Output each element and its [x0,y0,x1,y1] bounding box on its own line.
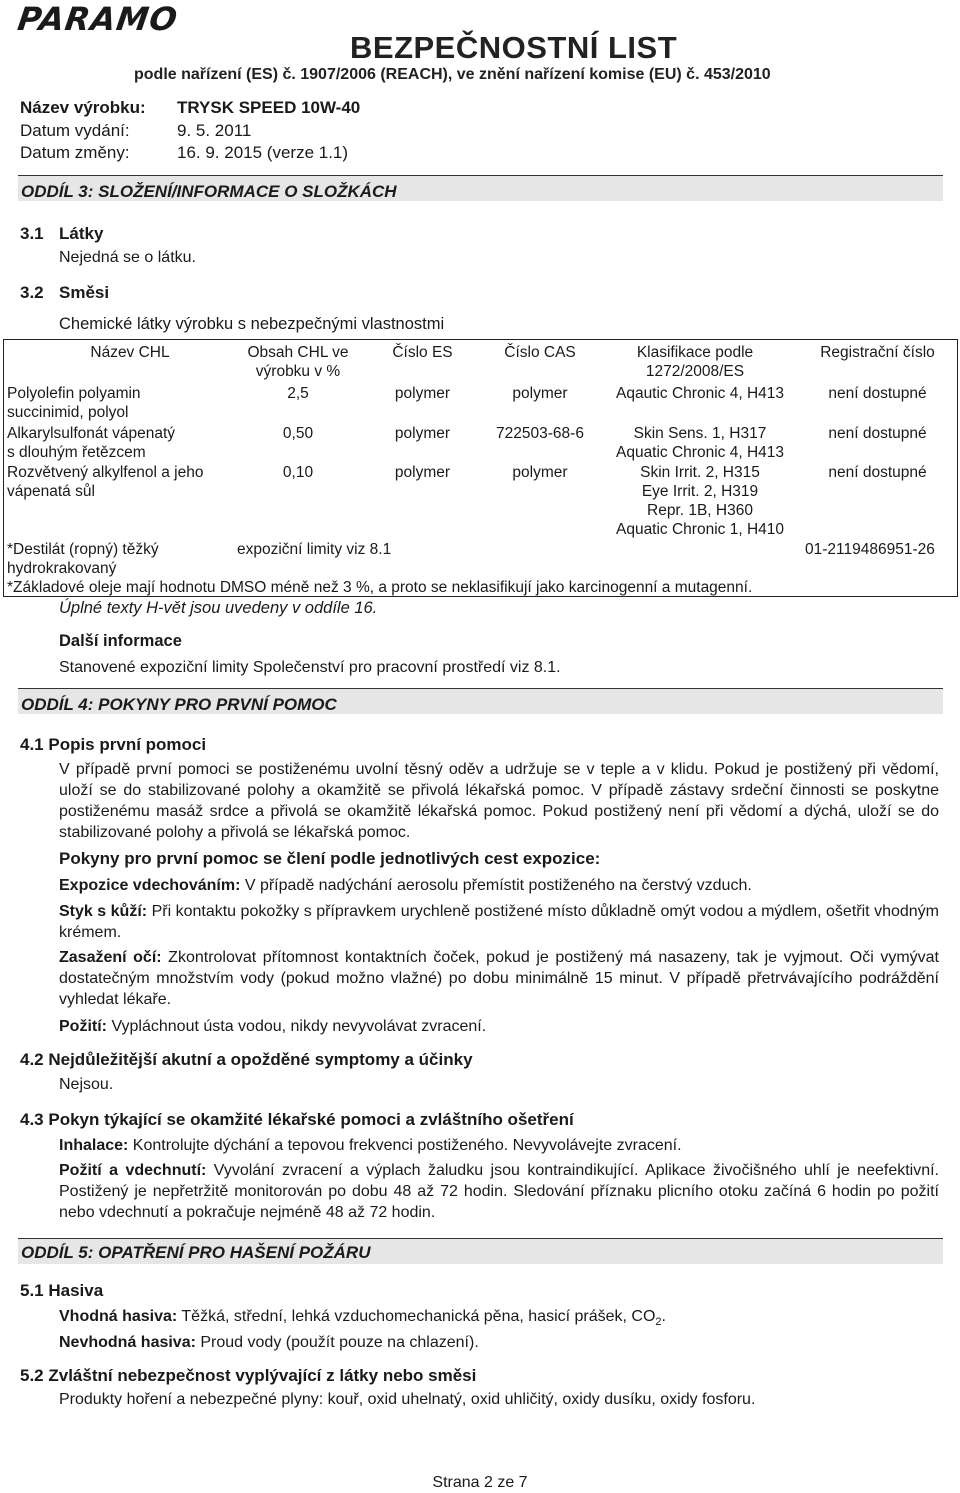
col-header-es: Číslo ES [392,344,453,361]
subsection-5-2-title: 5.2 Zvláštní nebezpečnost vyplývající z látky nebo směsi [20,1366,477,1385]
issue-date-label: Datum vydání: [20,121,130,140]
ingestion-care-paragraph [59,1160,939,1223]
subsection-4-1-text: V případě první pomoci se postiženému uvolní těsný oděv a udržuje se v teple a v klidu. Pokud je postižený při vědomí, uloží se do stabilizované polohy a okamžitě se přivolá lékařská pomoc. V případě zástavy srdeční činnosti se poskytne postiženému masáž srdce a přivolá se okamžitě lékařská pomoc. Pokud postižený není při vědomí a dýchá, uloží se do stabilizované polohy a přivolá se lékařská pomoc. [59,761,939,841]
eye-text: Zkontrolovat přítomnost kontaktních čoček, pokud je postižený má nasazeny, tak je vyjmout. Oči vymývat dostatečným množstvím vody (pokud možno vlažné) po dobu minimálně 15 minut. V případě přetrvávajícího podráždění vyhledat lékaře. [59,949,939,1008]
col-header-registration: Registrační číslo [820,344,935,361]
table-footnote: *Základové oleje mají hodnotu DMSO méně než 3 %, a proto se neklasifikují jako karcinogenní a mutagenní. [7,579,753,596]
row3-registration: není dostupné [828,464,927,481]
eye-paragraph [59,947,939,1010]
col-header-content-line2: výrobku v % [255,363,341,380]
row1-es: polymer [394,385,451,402]
row3-classification-line4: Aquatic Chronic 1, H410 [615,521,784,538]
revision-date-label: Datum změny: [20,143,130,162]
col-header-classification-line1: Klasifikace podle [636,344,754,361]
ingestion-text: Vypláchnout ústa vodou, nikdy nevyvolávat zvracení. [107,1018,487,1035]
paramo-logo: PARAMO [15,0,181,38]
subsection-4-2-text: Nejsou. [59,1076,114,1093]
skin-text: Při kontaktu pokožky s přípravkem urychleně postižené místo důkladně omýt vodou a mýdlem, ošetřit vhodným krémem. [59,903,939,941]
col-header-classification-line2: 1272/2008/ES [645,363,745,380]
issue-date-value: 9. 5. 2011 [177,121,252,140]
row4-registration: 01-2119486951-26 [805,541,935,558]
subsection-4-2-title: 4.2 Nejdůležitější akutní a opožděné symptomy a účinky [20,1050,473,1069]
row3-classification-line3: Repr. 1B, H360 [647,502,753,519]
co2-subscript: 2 [655,1316,662,1329]
row4-name-line1: *Destilát (ropný) těžký [7,541,159,558]
col-header-name: Název CHL [90,344,170,361]
product-name-label: Název výrobku: [20,98,146,117]
row1-registration: není dostupné [828,385,927,402]
row1-name-line2: succinimid, polyol [7,404,129,421]
row4-name-line2: hydrokrakovaný [7,560,117,577]
row1-content: 2,5 [287,385,309,402]
row3-classification-line1: Skin Irrit. 2, H315 [640,464,760,481]
inhalation-text: V případě nadýchání aerosolu přemístit postiženého na čerstvý vzduch. [240,877,752,894]
row2-name-line1: Alkarylsulfonát vápenatý [7,425,176,442]
suitable-media-end: . [661,1308,666,1325]
subsection-4-3-title: 4.3 Pokyn týkající se okamžité lékařské pomoci a zvláštního ošetření [20,1110,574,1129]
suitable-media-label: Vhodná hasiva: [59,1308,178,1325]
subsection-3-1-title: Látky [59,224,104,243]
row3-es: polymer [394,464,451,481]
inhalation-paragraph [59,875,939,896]
regulation-subtitle: podle nařízení (ES) č. 1907/2006 (REACH), ve znění nařízení komise (EU) č. 453/2010 [134,66,771,83]
h-sentences-note: Úplné texty H-vět jsou uvedeny v oddíle 16. [59,599,378,617]
subsection-3-1-text: Nejedná se o látku. [59,249,196,266]
page-number: Strana 2 ze 7 [432,1474,528,1491]
ingestion-label: Požití: [59,1018,107,1035]
row2-cas: 722503-68-6 [496,425,584,442]
eye-label: Zasažení očí: [59,949,162,966]
skin-label: Styk s kůží: [59,903,148,920]
product-name-value: TRYSK SPEED 10W-40 [177,98,361,117]
section-3-title: ODDÍL 3: SLOŽENÍ/INFORMACE O SLOŽKÁCH [21,182,397,201]
suitable-media-text: Těžká, střední, lehká vzduchomechanická pěna, hasicí prášek, CO [177,1308,656,1325]
revision-date-value: 16. 9. 2015 (verze 1.1) [177,143,349,162]
skin-paragraph [59,901,939,943]
row3-content: 0,10 [282,464,314,481]
unsuitable-media-text: Proud vody (použít pouze na chlazení). [195,1334,479,1351]
table-caption: Chemické látky výrobku s nebezpečnými vlastnostmi [59,315,445,333]
subsection-3-2-title: Směsi [59,283,110,302]
col-header-content-line1: Obsah CHL ve [247,344,349,361]
unsuitable-media-label: Nevhodná hasiva: [59,1334,196,1351]
row3-cas: polymer [512,464,568,481]
ingestion-care-text: Vyvolání zvracení a výplach žaludku jsou kontraindikující. Aplikace živočišného uhlí je neefektivní. Postižený je nepřetržitě monitorován po dobu 48 až 72 hodin. Sledování příznaku plicního otoku začíná 6 hodin po požití nebo vdechnutí a pokračuje nejméně 48 až 72 hodin. [59,1162,940,1221]
row3-name-line1: Rozvětvený alkylfenol a jeho [7,464,204,481]
section-5-title: ODDÍL 5: OPATŘENÍ PRO HAŠENÍ POŽÁRU [21,1243,371,1262]
inhalation-care-label: Inhalace: [59,1137,129,1154]
row2-classification-line1: Skin Sens. 1, H317 [633,425,767,442]
inhalation-label: Expozice vdechováním: [59,877,241,894]
further-info-text: Stanovené expoziční limity Společenství pro pracovní prostředí viz 8.1. [59,659,561,676]
row1-cas: polymer [512,385,568,402]
row3-name-line2: vápenatá sůl [7,483,95,500]
unsuitable-media-paragraph [59,1332,939,1353]
row4-exposure-note: expoziční limity viz 8.1 [237,541,392,558]
row1-classification: Aqautic Chronic 4, H413 [615,385,784,402]
row1-name-line1: Polyolefin polyamin [7,385,141,402]
subsection-3-1-number: 3.1 [20,224,44,243]
ingestion-paragraph [59,1016,939,1037]
row2-registration: není dostupné [828,425,927,442]
subsection-4-1-title: 4.1 Popis první pomoci [20,735,207,754]
row2-es: polymer [394,425,451,442]
subsection-5-1-title: 5.1 Hasiva [20,1281,104,1300]
ingestion-care-label: Požití a vdechnutí: [59,1162,207,1179]
inhalation-care-text: Kontrolujte dýchání a tepovou frekvenci postiženého. Nevyvolávejte zvracení. [128,1137,682,1154]
col-header-cas: Číslo CAS [504,344,576,361]
further-info-title: Další informace [59,632,182,650]
document-title: BEZPEČNOSTNÍ LIST [350,30,678,65]
row2-classification-line2: Aquatic Chronic 4, H413 [615,444,784,461]
row3-classification-line2: Eye Irrit. 2, H319 [641,483,759,500]
inhalation-care-paragraph [59,1135,939,1156]
subsection-3-2-number: 3.2 [20,283,44,302]
subsection-5-2-text: Produkty hoření a nebezpečné plyny: kouř, oxid uhelnatý, oxid uhličitý, oxidy dusíku, oxidy fosforu. [59,1391,756,1408]
section-4-title: ODDÍL 4: POKYNY PRO PRVNÍ POMOC [21,695,337,714]
exposure-routes-title: Pokyny pro první pomoc se člení podle jednotlivých cest expozice: [59,849,601,868]
row2-content: 0,50 [282,425,314,442]
suitable-media-paragraph [59,1306,939,1333]
row2-name-line2: s dlouhým řetězcem [7,444,146,461]
